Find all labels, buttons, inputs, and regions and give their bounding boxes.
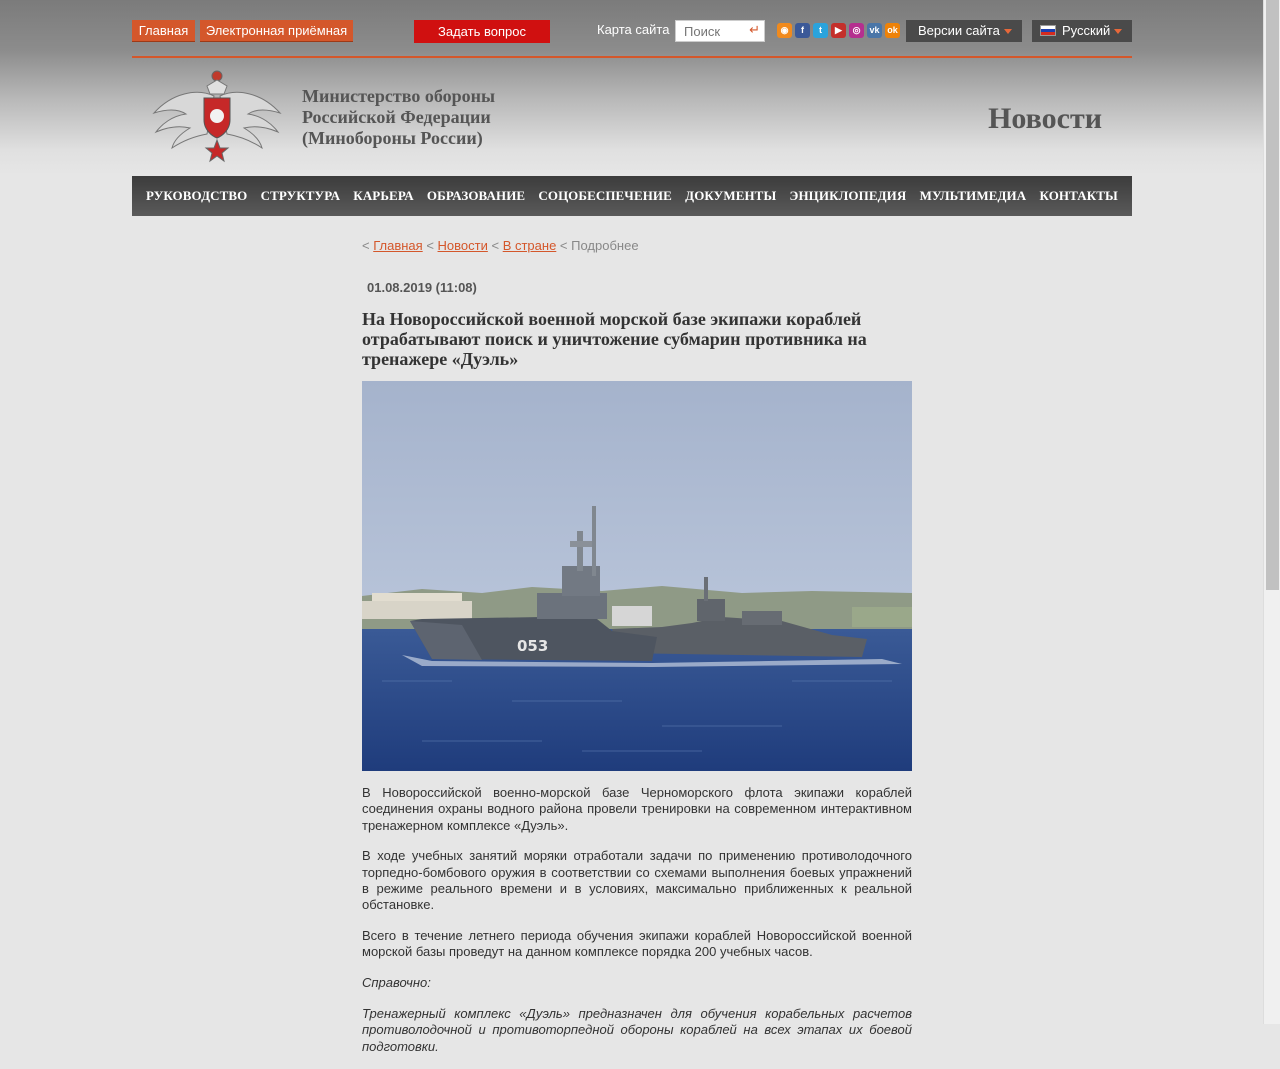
note-text: Тренажерный комплекс «Дуэль» предназначен для обучения корабельных расчетов противолодочной и противоторпедной обороны кораблей на всех этапах их боевой подготовки. — [362, 1005, 912, 1054]
odnoklassniki-icon[interactable]: ok — [885, 23, 900, 38]
nav-item-6[interactable]: ДОКУМЕНТЫ — [685, 188, 777, 203]
ship-hull-number: 053 — [517, 637, 549, 655]
note-label: Справочно: — [362, 975, 431, 991]
breadcrumb-country[interactable]: В стране — [502, 238, 557, 253]
nav-item-1[interactable]: РУКОВОДСТВО — [146, 188, 248, 203]
enter-icon[interactable]: ↵ — [749, 22, 760, 37]
language-label: Русский — [1062, 23, 1111, 38]
main-navigation — [132, 176, 1132, 216]
search-box — [675, 20, 765, 42]
article-paragraph: В Новороссийской военно-морской базе Черноморского флота экипажи кораблей соединения охраны водного района провели тренировки на современном интерактивном тренажерном комплексе «Дуэль». — [362, 785, 912, 833]
breadcrumb-news[interactable]: Новости — [437, 238, 488, 253]
nav-item-2[interactable]: СТРУКТУРА — [260, 188, 341, 203]
nav-item-4[interactable]: ОБРАЗОВАНИЕ — [426, 188, 526, 203]
instagram-icon[interactable]: ◎ — [849, 23, 864, 38]
article-title: На Новороссийской военной морской базе экипажи кораблей отрабатывают поиск и уничтожение субмарин противника на тренажере «Дуэль» — [362, 309, 867, 369]
emblem-logo[interactable] — [152, 68, 282, 163]
nav-item-9[interactable]: КОНТАКТЫ — [1039, 188, 1118, 203]
ministry-name[interactable] — [302, 86, 562, 149]
home-button[interactable]: Главная — [132, 20, 195, 42]
nav-item-5[interactable]: СОЦОБЕСПЕЧЕНИЕ — [538, 188, 672, 203]
ministry-name-line: Российской Федерации — [302, 107, 491, 127]
breadcrumb: < Главная < Новости < В стране < Подробнее — [362, 238, 639, 253]
rss-icon[interactable]: ◉ — [777, 23, 792, 38]
ministry-name-line: Министерство обороны — [302, 86, 496, 106]
language-dropdown[interactable] — [1032, 20, 1132, 42]
breadcrumb-home[interactable]: Главная — [373, 238, 423, 253]
article-photo[interactable] — [362, 381, 912, 771]
top-bar — [132, 20, 1132, 42]
article-date: 01.08.2019 (11:08) — [367, 280, 477, 295]
nav-item-3[interactable]: КАРЬЕРА — [353, 188, 414, 203]
chevron-down-icon — [1114, 29, 1122, 34]
facebook-icon[interactable]: f — [795, 23, 810, 38]
e-reception-button[interactable]: Электронная приёмная — [200, 20, 353, 42]
ministry-name-line: (Минобороны России) — [302, 128, 483, 148]
twitter-icon[interactable]: t — [813, 23, 828, 38]
page-section-title: Новости — [988, 102, 1102, 135]
nav-item-7[interactable]: ЭНЦИКЛОПЕДИЯ — [789, 188, 907, 203]
vk-icon[interactable]: vk — [867, 23, 882, 38]
chevron-down-icon — [1004, 29, 1012, 34]
header-divider — [132, 56, 1132, 58]
social-links — [777, 23, 903, 39]
search-input[interactable] — [676, 21, 746, 41]
russia-flag-icon — [1040, 25, 1056, 36]
article-paragraph: В ходе учебных занятий моряки отработали задачи по применению противолодочного торпедно-бомбового оружия в соответствии со схемами выполнения боевых упражнений в режиме реального времени и в условиях, максимально приближенных к реальной обстановке. — [362, 848, 912, 913]
site-versions-dropdown[interactable] — [906, 20, 1022, 42]
page-scrollbar[interactable] — [1263, 0, 1280, 1024]
ask-question-button[interactable]: Задать вопрос — [414, 20, 550, 43]
article-paragraph: Всего в течение летнего периода обучения экипажи кораблей Новороссийской военной морской базы проведут на данном комплексе порядка 200 учебных часов. — [362, 928, 912, 960]
breadcrumb-current: Подробнее — [571, 238, 639, 253]
sitemap-link[interactable]: Карта сайта — [597, 22, 670, 37]
article-body — [362, 785, 912, 1069]
site-versions-label: Версии сайта — [918, 23, 1000, 38]
youtube-icon[interactable]: ▶ — [831, 23, 846, 38]
scrollbar-thumb[interactable] — [1266, 0, 1279, 590]
nav-item-8[interactable]: МУЛЬТИМЕДИА — [919, 188, 1027, 203]
